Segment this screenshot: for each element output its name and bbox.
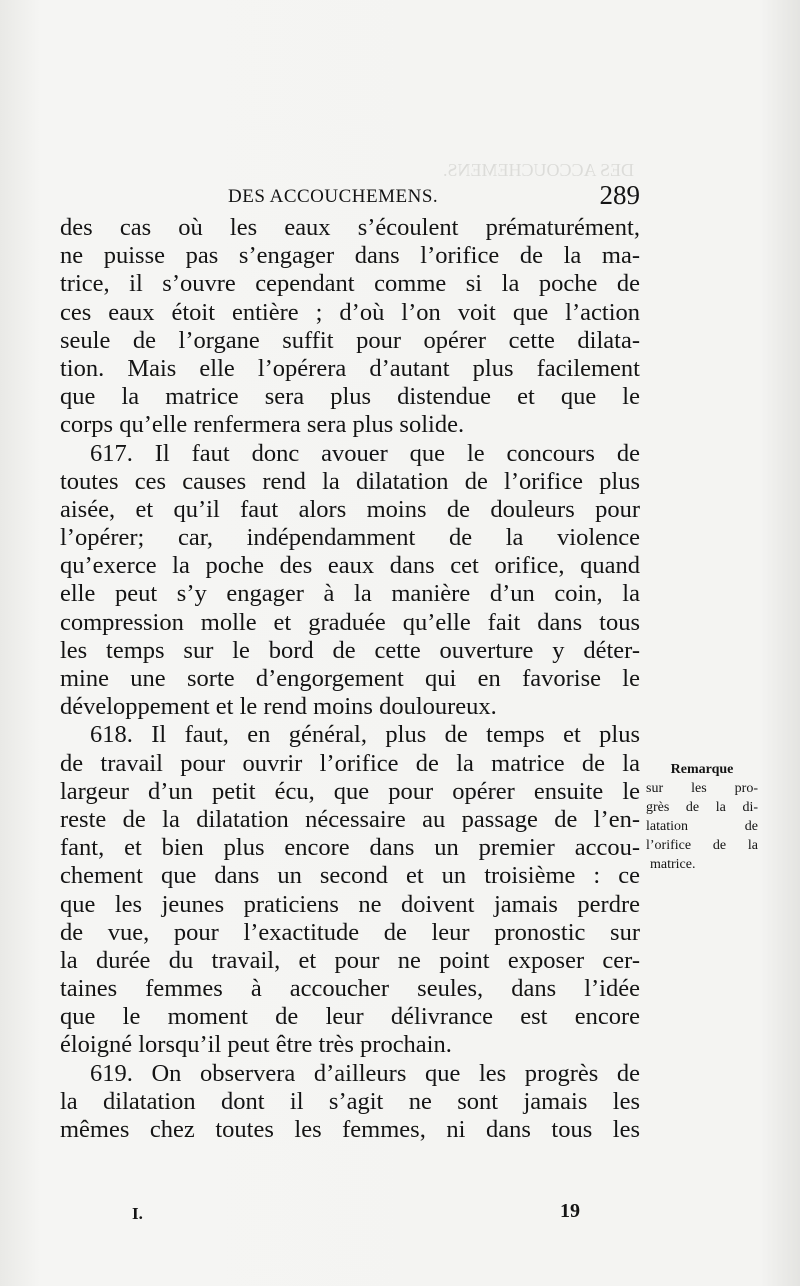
page-number: 289 bbox=[599, 180, 640, 210]
margin-note bbox=[646, 760, 758, 874]
text-line: éloigné lorsqu’il peut être très prochain. bbox=[60, 1031, 452, 1059]
text-line: fant, et bien plus encore dans un premier accou- bbox=[60, 834, 640, 862]
text-line: toutes ces causes rend la dilatation de l’orifice plus bbox=[60, 467, 640, 495]
text-line: largeur d’un petit écu, que pour opérer ensuite le bbox=[60, 777, 640, 805]
text-line: développement et le rend moins douloureux. bbox=[60, 693, 497, 721]
margin-note-line: l’orifice de la bbox=[646, 838, 758, 853]
text-line: taines femmes à accoucher seules, dans l’idée bbox=[60, 975, 640, 1003]
margin-note-line: latation de bbox=[646, 819, 758, 834]
text-line: que la matrice sera plus distendue et que le bbox=[60, 383, 640, 411]
text-line: que le moment de leur délivrance est encore bbox=[60, 1003, 640, 1031]
body-text bbox=[60, 214, 640, 1144]
paragraph-618-start: 618. Il faut, en général, plus de temps et plus bbox=[90, 721, 640, 749]
text-line: qu’exerce la poche des eaux dans cet orifice, quand bbox=[60, 552, 640, 580]
text-line: la durée du travail, et pour ne point exposer cer- bbox=[60, 946, 640, 974]
text-line: aisée, et qu’il faut alors moins de douleurs pour bbox=[60, 495, 640, 523]
margin-note-line: sur les pro- bbox=[646, 781, 758, 796]
page-footer bbox=[132, 1198, 592, 1228]
margin-note-line: matrice. bbox=[650, 857, 696, 872]
text-line: seule de l’organe suffit pour opérer cette dilata- bbox=[60, 326, 640, 354]
show-through-text: DES ACCOUCHEMENS. bbox=[200, 160, 635, 180]
text-line: mêmes chez toutes les femmes, ni dans tous les bbox=[60, 1116, 640, 1143]
text-line: que les jeunes praticiens ne doivent jamais perdre bbox=[60, 890, 640, 918]
text-line: elle peut s’y engager à la manière d’un coin, la bbox=[60, 580, 640, 608]
margin-note-line: grès de la di- bbox=[646, 800, 758, 815]
text-line: de travail pour ouvrir l’orifice de la matrice de la bbox=[60, 749, 640, 777]
paragraph-619-start: 619. On observera d’ailleurs que les progrès de bbox=[90, 1059, 640, 1087]
text-line: trice, il s’ouvre cependant comme si la poche de bbox=[60, 270, 640, 298]
text-line: ces eaux étoit entière ; d’où l’on voit que l’action bbox=[60, 298, 640, 326]
text-line: reste de la dilatation nécessaire au passage de l’en- bbox=[60, 805, 640, 833]
text-line: de vue, pour l’exactitude de leur pronostic sur bbox=[60, 918, 640, 946]
volume-mark: I. bbox=[132, 1204, 143, 1223]
text-line: chement que dans un second et un troisième : ce bbox=[60, 862, 640, 890]
text-line: les temps sur le bord de cette ouverture y déter- bbox=[60, 636, 640, 664]
margin-note-heading: Remarque bbox=[670, 762, 734, 777]
text-line: la dilatation dont il s’agit ne sont jamais les bbox=[60, 1087, 640, 1115]
text-line: des cas où les eaux s’écoulent prématurément, bbox=[60, 214, 640, 241]
text-line: compression molle et graduée qu’elle fait dans tous bbox=[60, 608, 640, 636]
signature-number: 19 bbox=[560, 1200, 580, 1222]
paragraph-617-start: 617. Il faut donc avouer que le concours de bbox=[90, 439, 640, 467]
text-line: corps qu’elle renfermera sera plus solide. bbox=[60, 411, 465, 439]
text-line: mine une sorte d’engorgement qui en favorise le bbox=[60, 665, 640, 692]
text-line: tion. Mais elle l’opérera d’autant plus facilement bbox=[60, 354, 640, 382]
text-line: ne puisse pas s’engager dans l’orifice de la ma- bbox=[60, 242, 640, 270]
text-line: l’opérer; car, indépendamment de la violence bbox=[60, 524, 640, 552]
page-header bbox=[228, 180, 640, 214]
running-title: DES ACCOUCHEMENS. bbox=[228, 186, 439, 207]
